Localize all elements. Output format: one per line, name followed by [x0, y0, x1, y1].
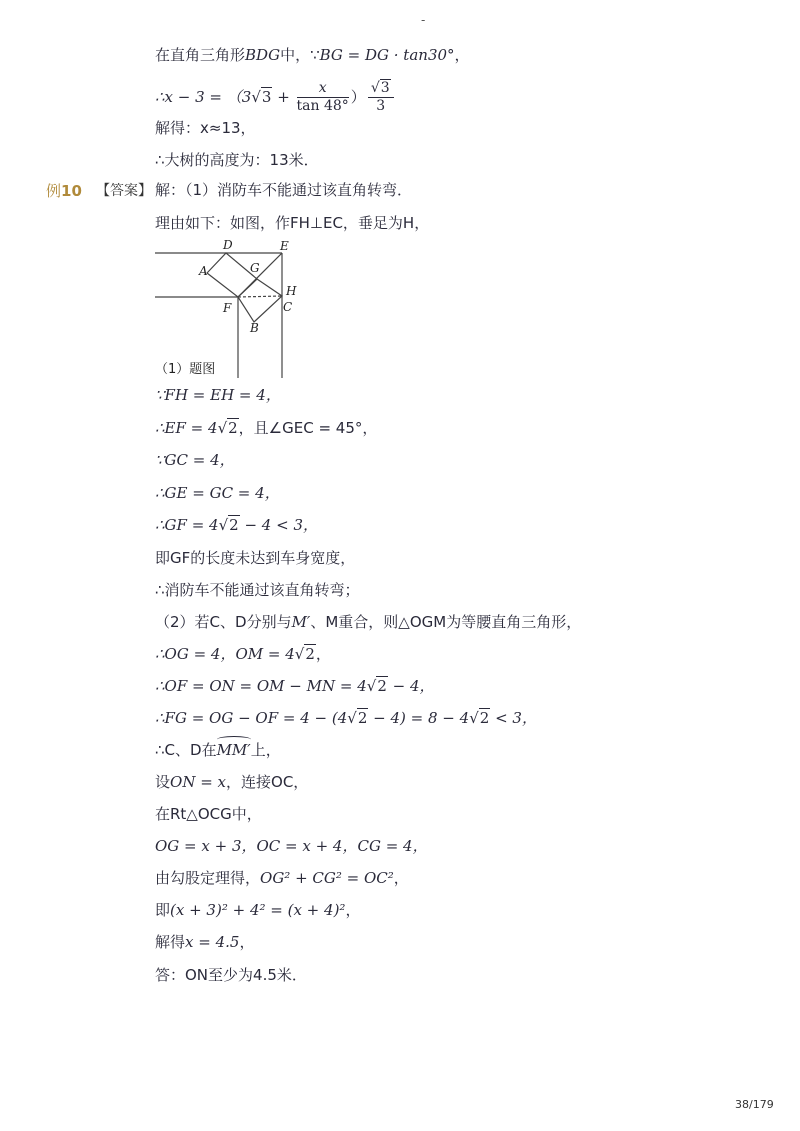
point-label-h: H	[286, 284, 297, 298]
line-18: ∴C、D在MM′上，	[155, 741, 281, 759]
line-21: OG = x + 3，OC = x + 4，CG = 4，	[155, 837, 428, 855]
point-label-a: A	[199, 264, 208, 278]
point-label-g: G	[250, 261, 260, 275]
line-17: ∴FG = OG − OF = 4 − (4√2 − 4) = 8 − 4√2 < 3，	[155, 709, 537, 727]
line-3: 解得：x≈13，	[155, 119, 256, 137]
line-20: 在Rt△OCG中，	[155, 805, 262, 823]
point-label-c: C	[283, 300, 293, 314]
line-8: ∴EF = 4√2，且∠GEC = 45°，	[155, 419, 378, 437]
header-mark: -	[421, 13, 426, 27]
arc-mm-prime: MM′	[216, 741, 251, 759]
point-label-b: B	[250, 321, 259, 335]
fraction-x-over-tan48: $\frac{x}{\tan 48^\circ}$	[296, 80, 349, 114]
page-number: 38/179	[735, 1098, 774, 1111]
point-label-d: D	[223, 238, 233, 252]
line-6: 理由如下：如图，作FH⊥EC，垂足为H，	[155, 214, 430, 232]
line-2: ∴x − 3 = （3√3 + $\frac{x}{\tan 48^\circ}$ ） $\frac{√3}{3}$	[155, 80, 396, 115]
answer-tag: 【答案】	[96, 183, 152, 199]
line-23: 即(x + 3)² + 4² = (x + 4)²，	[155, 901, 361, 919]
fraction-sqrt3-over-3: $\frac{√3}{3}$	[368, 80, 394, 115]
line-4: ∴大树的高度为：13米．	[155, 151, 319, 169]
line-14: （2）若C、D分别与M′、M重合，则△OGM为等腰直角三角形，	[155, 613, 582, 631]
line-13: ∴消防车不能通过该直角转弯；	[155, 581, 360, 599]
line-1: 在直角三角形BDG中，∵BG = DG · tan30°，	[155, 46, 470, 64]
line-24: 解得x = 4.5，	[155, 933, 255, 951]
line-12: 即GF的长度未达到车身宽度，	[155, 549, 356, 567]
line-7: ∵FH = EH = 4，	[155, 386, 281, 404]
line-10: ∴GE = GC = 4，	[155, 484, 280, 502]
line-5: 解：（1）消防车不能通过该直角转弯．	[155, 181, 413, 199]
line-25: 答：ON至少为4.5米．	[155, 966, 307, 984]
line-16: ∴OF = ON = OM − MN = 4√2 − 4，	[155, 677, 435, 695]
line-11: ∴GF = 4√2 − 4 < 3，	[155, 516, 318, 534]
diagram-caption: （1）题图	[155, 362, 216, 377]
line-19: 设ON = x，连接OC，	[155, 773, 309, 791]
example-label: 例10	[46, 182, 82, 200]
point-label-e: E	[280, 239, 289, 253]
corner-diagram	[155, 238, 305, 378]
line-9: ∵GC = 4，	[155, 451, 235, 469]
line-22: 由勾股定理得，OG² + CG² = OC²，	[155, 869, 409, 887]
line-15: ∴OG = 4，OM = 4√2，	[155, 645, 331, 663]
point-label-f: F	[223, 301, 232, 315]
